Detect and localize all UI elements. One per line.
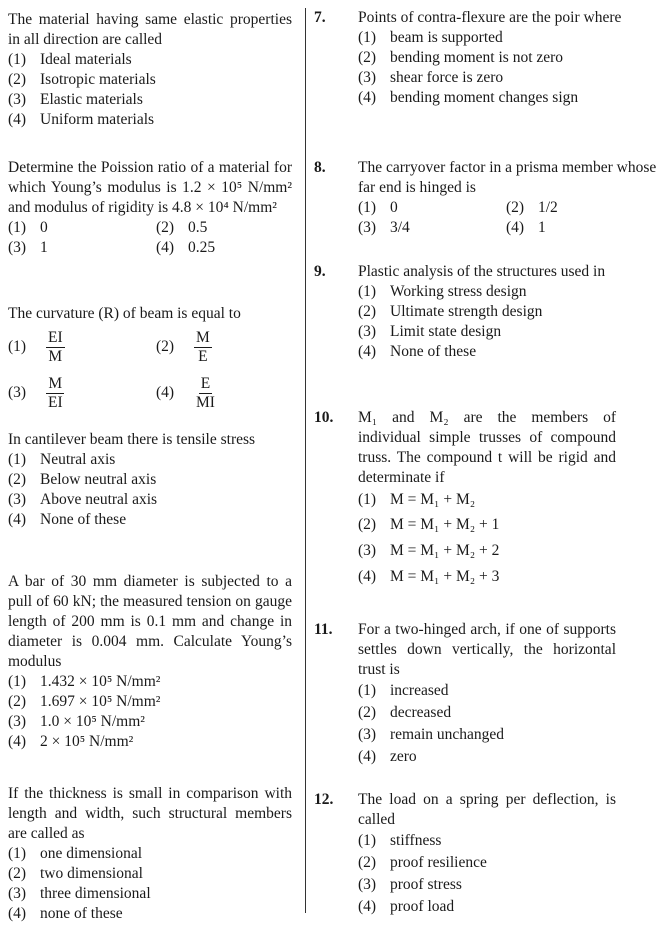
question-number: 8.	[314, 159, 326, 176]
option-4: (4) M = M₁ + M₂ + 3	[358, 568, 500, 585]
option-3: (3) Elastic materials	[8, 91, 143, 108]
question-stem: Plastic analysis of the structures used in	[358, 263, 606, 280]
option-4: (4) None of these	[8, 511, 127, 528]
question-stem: If the thickness is small in comparison with length and width, such structural members are called as	[8, 785, 292, 842]
option-1: (1) Ideal materials	[8, 51, 132, 68]
option-3: (3) three dimensional	[8, 885, 151, 902]
option-4: (4) $\frac{E}{MI}$	[156, 374, 215, 411]
question-5	[8, 572, 292, 752]
option-3: (3) $\frac{M}{EI}$	[8, 374, 63, 411]
option-4: (4) none of these	[8, 905, 123, 922]
option-3: (3) proof stress	[358, 876, 462, 893]
question-number: 11.	[314, 621, 333, 638]
question-9	[314, 262, 616, 362]
question-stem: The curvature (R) of beam is equal to	[8, 305, 241, 322]
question-10	[314, 408, 616, 590]
option-4: (4) 1	[506, 219, 546, 236]
option-1: (1) 0	[358, 199, 398, 216]
option-1: (1) M = M₁ + M₂	[358, 491, 476, 508]
option-2: (2) proof resilience	[358, 854, 487, 871]
option-1: (1) one dimensional	[8, 845, 143, 862]
question-stem: In cantilever beam there is tensile stress	[8, 431, 256, 448]
question-number: 9.	[314, 263, 326, 280]
option-4: (4) zero	[358, 748, 417, 765]
question-stem: The load on a spring per deflection, is called	[358, 791, 616, 828]
question-stem: M₁ and M₂ are the members of individual simple trusses of compound truss. The compound t will be rigid and determinate if	[358, 409, 616, 486]
question-number: 7.	[314, 9, 326, 26]
fraction: $\frac{M}{EI}$	[48, 374, 63, 411]
question-stem: The material having same elastic properties in all direction are called	[8, 11, 292, 48]
option-2: (2) 1.697 × 10⁵ N/mm²	[8, 693, 161, 710]
option-4: (4) proof load	[358, 898, 455, 915]
option-2: (2) Isotropic materials	[8, 71, 156, 88]
question-7	[314, 8, 622, 108]
question-number: 12.	[314, 791, 334, 808]
fraction: $\frac{M}{E}$	[196, 328, 210, 365]
option-3: (3) Above neutral axis	[8, 491, 158, 508]
option-2: (2) decreased	[358, 704, 452, 721]
question-2	[8, 158, 292, 258]
option-2: (2) two dimensional	[8, 865, 143, 882]
question-8	[314, 158, 657, 238]
option-1: (1) beam is supported	[358, 29, 503, 46]
question-stem: Points of contra-flexure are the poir where	[358, 9, 622, 26]
option-3: (3) 1.0 × 10⁵ N/mm²	[8, 713, 145, 730]
option-1: (1) increased	[358, 682, 449, 699]
option-3: (3) Limit state design	[358, 323, 502, 340]
option-2: (2) M = M₁ + M₂ + 1	[358, 516, 500, 533]
question-11	[314, 620, 616, 768]
option-3: (3) M = M₁ + M₂ + 2	[358, 542, 500, 559]
option-3: (3) shear force is zero	[358, 69, 504, 86]
right-column	[314, 0, 657, 935]
option-4: (4) bending moment changes sign	[358, 89, 579, 106]
question-4	[8, 430, 292, 530]
option-4: (4) 0.25	[156, 239, 216, 256]
question-6	[8, 784, 292, 924]
option-3: (3) 3/4	[358, 219, 410, 236]
option-4: (4) None of these	[358, 343, 477, 360]
option-2: (2) 0.5	[156, 219, 208, 236]
option-2: (2) $\frac{M}{E}$	[156, 328, 210, 365]
question-3	[8, 304, 292, 416]
option-1: (1) 0	[8, 219, 48, 236]
question-12	[314, 790, 616, 918]
option-1: (1) Working stress design	[358, 283, 527, 300]
question-stem: For a two-hinged arch, if one of supports settles down vertically, the horizontal trust is	[358, 621, 616, 678]
option-2: (2) bending moment is not zero	[358, 49, 564, 66]
column-divider	[305, 8, 306, 913]
option-1: (1) 1.432 × 10⁵ N/mm²	[8, 673, 161, 690]
option-4: (4) Uniform materials	[8, 111, 155, 128]
fraction: $\frac{E}{MI}$	[196, 374, 215, 411]
option-3: (3) remain unchanged	[358, 726, 505, 743]
option-1: (1) stiffness	[358, 832, 442, 849]
option-2: (2) Below neutral axis	[8, 471, 157, 488]
question-number: 10.	[314, 409, 334, 426]
question-stem: Determine the Poission ratio of a material for which Young’s modulus is 1.2 × 10⁵ N/mm² and modulus of rigidity is 4.8 × 10⁴ N/mm²	[8, 159, 292, 216]
question-1	[8, 10, 292, 130]
option-1: (1) Neutral axis	[8, 451, 116, 468]
option-3: (3) 1	[8, 239, 48, 256]
question-stem: The carryover factor in a prisma member whose far end is hinged is	[358, 159, 657, 196]
option-2: (2) 1/2	[506, 199, 558, 216]
fraction: $\frac{EI}{M}$	[48, 328, 63, 365]
option-2: (2) Ultimate strength design	[358, 303, 543, 320]
option-1: (1) $\frac{EI}{M}$	[8, 328, 63, 365]
question-stem: A bar of 30 mm diameter is subjected to a pull of 60 kN; the measured tension on gauge length of 200 mm is 0.1 mm and change in diameter is 0.004 mm. Calculate Young’s modulus	[8, 573, 292, 670]
option-4: (4) 2 × 10⁵ N/mm²	[8, 733, 134, 750]
